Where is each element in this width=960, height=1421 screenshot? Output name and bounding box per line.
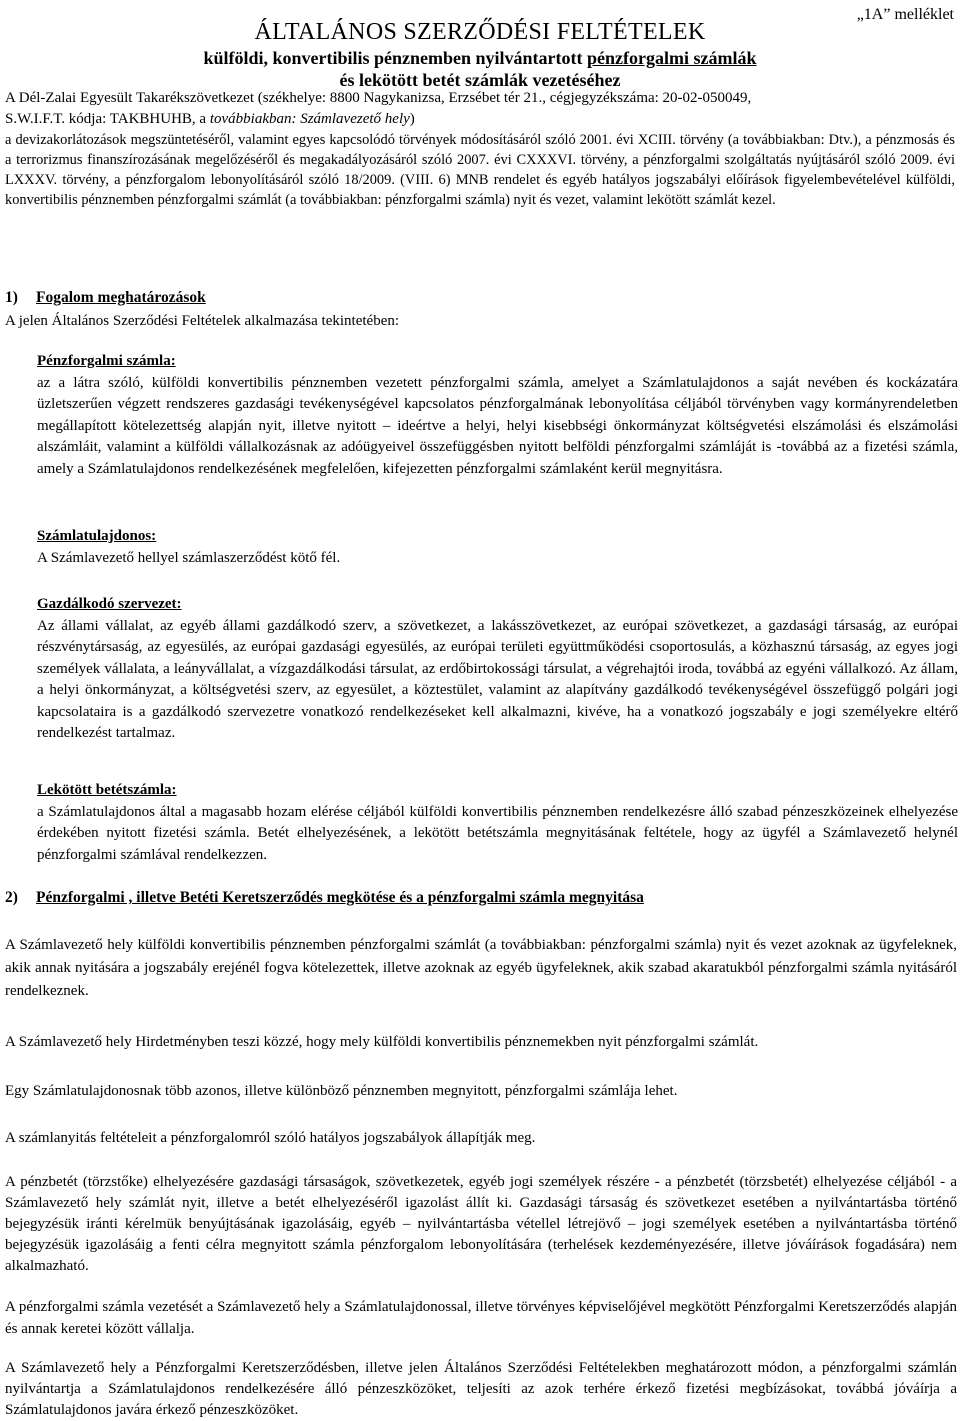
term-text: a Számlatulajdonos által a magasabb hozam elérése céljából külföldi konvertibilis pénznemben rendelkezésre álló szabad pénzeszközeinek elhelyezése érdekében nyitott fizetési számla. Betét elhelyezésének, a lekötött betétszámla megnyitásának feltétele, hogy az ügyfél a Számlavezető helynél pénzforgalmi számlával rendelkezzen.: [37, 803, 958, 863]
term-lekotott-betetszamla: [37, 780, 958, 866]
term-heading: Pénzforgalmi számla:: [37, 353, 176, 369]
section-1-heading: [5, 289, 206, 307]
intro-line-2-b: ): [409, 111, 415, 127]
intro-line-2-a: S.W.I.F.T. kódja: TAKBHUHB, a: [5, 111, 210, 127]
section-2-paragraph: Egy Számlatulajdonosnak több azonos, illetve különböző pénznemben megnyitott, pénzforgalmi számlája lehet.: [5, 1083, 678, 1099]
intro-line-2-italic: továbbiakban: Számlavezető hely: [209, 111, 410, 127]
term-text: Az állami vállalat, az egyéb állami gazdálkodó szerv, a szövetkezet, a lakásszövetkezet, az európai szövetkezet, a gazdasági társaság, az európai részvénytársaság, az egyesülés, az európai gazdasági egyesülés, az európai területi együttműködési csoportosulás, a közhasznú társaság, az egyes jogi személyek vállalata, a leányvállalat, a vízgazdálkodási társulat, az erdőbirtokossági társulat, a végrehajtói iroda, továbbá az egyéni vállalkozó. Az állam, a helyi önkormányzat, a költségvetési szerv, az egyesület, a köztestület, valamint az alapítvány gazdálkodó tevékenységével összefüggő polgári jogi kapcsolataira is a gazdálkodó szervezetre vonatkozó rendelkezéseket kell alkalmazni, kivéve, ha a vonatkozó jogszabály e jogi személyekre eltérő rendelkezést tartalmaz.: [37, 617, 958, 741]
subtitle-part-1: külföldi, konvertibilis pénznemben nyilvántartott: [203, 48, 588, 68]
section-1-lead: A jelen Általános Szerződési Feltételek alkalmazása tekintetében:: [5, 313, 400, 329]
section-2-paragraph: A számlanyitás feltételeit a pénzforgalomról szóló hatályos jogszabályok állapítják meg.: [5, 1130, 536, 1146]
term-heading: Lekötött betétszámla:: [37, 782, 177, 798]
section-2-paragraph: A pénzforgalmi számla vezetését a Számlavezető hely a Számlatulajdonossal, illetve törvényes képviselőjével megkötött Pénzforgalmi Keretszerződés alapján és annak keretei között vállalja.: [5, 1299, 957, 1337]
page-subtitle-line2: és lekötött betét számlák vezetéséhez: [339, 70, 621, 90]
section-2-heading: [5, 889, 644, 907]
term-text: az a látra szóló, külföldi konvertibilis pénznemben vezetett pénzforgalmi számla, amelyet a Számlatulajdonos a saját nevében és kockázatára üzletszerűen végzett rendszeres gazdasági tevékenységével kapcsolatos pénzforgalmának lebonyolítása céljából törvényben vagy kormányrendeletben megállapított kötelezettség alapján nyit, illetve nyitott – ideértve a helyi, helyi kisebbségi önkormányzat költségvetési elszámolási és elszámolási alszámláit, valamint a külföldi vállalkozásnak az adóügyeivel összefüggésben nyitott belföldi pénzforgalmi számláját is -továbbá az a fizetési számla, amely a Számlatulajdonos rendelkezésének megfelelően, kifejezetten pénzforgalmi számlaként kerül megnyitásra.: [37, 374, 958, 477]
intro-rest: a devizakorlátozások megszüntetéséről, valamint egyes kapcsolódó törvények módosításáról szóló 2001. évi XCIII. törvény (a továbbiakban: Dtv.), a pénzmosás és a terrorizmus finanszírozásának megelőzéséről és megakadályozásáról szóló 2007. évi CXXXVI. törvény, a pénzforgalmi szolgáltatás nyújtásáról szóló 2009. évi LXXXV. törvény, a pénzforgalom lebonyolításáról szóló 18/2009. (VIII. 6) MNB rendelet és egyéb hatályos jogszabályi előírások figyelembevételével külföldi, konvertibilis pénznemben pénzforgalmi számlát (a továbbiakban: pénzforgalmi számla) nyit és vezet, valamint lekötött számlát kezel.: [5, 132, 955, 208]
page-title: ÁLTALÁNOS SZERZŐDÉSI FELTÉTELEK: [254, 19, 706, 45]
term-heading: Számlatulajdonos:: [37, 528, 157, 544]
annex-label: „1A” melléklet: [856, 6, 954, 23]
intro-line-2: [5, 109, 955, 130]
title-block: [0, 17, 960, 91]
section-2-label: Pénzforgalmi , illetve Betéti Keretszerződés megkötése és a pénzforgalmi számla megnyitása: [36, 889, 644, 906]
section-1-number: 1): [5, 289, 18, 306]
term-heading: Gazdálkodó szervezet:: [37, 596, 182, 612]
subtitle-underlined: pénzforgalmi számlák: [587, 48, 757, 68]
intro-paragraph: [5, 88, 955, 210]
section-1-label: Fogalom meghatározások: [36, 289, 206, 306]
term-penzforgalmi-szamla: [37, 351, 958, 480]
term-text: A Számlavezető hellyel számlaszerződést kötő fél.: [37, 549, 341, 566]
section-2-paragraph: A Számlavezető hely a Pénzforgalmi Keretszerződésben, illetve jelen Általános Szerződési Feltételekben meghatározott módon, a pénzforgalmi számlán nyilvántartja a Számlatulajdonos rendelkezésére álló pénzeszközöket, teljesíti az azok terhére érkező fizetési megbízásokat, továbbá jóváírja a Számlatulajdonos javára érkező pénzeszközöket.: [5, 1360, 957, 1418]
intro-line-1: A Dél-Zalai Egyesült Takarékszövetkezet (székhelye: 8800 Nagykanizsa, Erzsébet tér 21., cégjegyzékszáma: 20-02-050049,: [5, 90, 752, 106]
page-subtitle: [0, 47, 960, 69]
section-2-paragraph: A Számlavezető hely külföldi konvertibilis pénznemben pénzforgalmi számlát (a továbbiakban: pénzforgalmi számla) nyit és vezet azoknak az ügyfeleknek, akik annak nyitására a jogszabály erejénél fogva kötelezettek, illetve azoknak az egyéb ügyfeleknek, akik szabad akaratukból pénzforgalmi számla nyitásáról rendelkeznek.: [5, 937, 957, 999]
section-2-paragraph: A pénzbetét (törzstőke) elhelyezésére gazdasági társaságok, szövetkezetek, egyéb jogi személyek részére - a pénzbetét (törzsbetét) elhelyezése céljából - a Számlavezető hely számlát nyit, illetve a betét elhelyezéséről igazolást állít ki. Gazdasági társaság és szövetkezet esetében a nyilvántartásba történő bejegyzésük iránti kérelmük benyújtásának igazolásáig, egyéb – nyilvántartásba vétellel létrejövő – jogi személyek esetében a nyilvántartásba történő bejegyzésük igazolásáig a fenti célra megnyitott számla pénzforgalom lebonyolítására (terhelések kezdeményezésére, illetve jóváírások fogadására) nem alkalmazható.: [5, 1174, 957, 1274]
term-gazdalkodo-szervezet: [37, 594, 958, 745]
section-2-paragraph: A Számlavezető hely Hirdetményben teszi közzé, hogy mely külföldi konvertibilis pénznemekben nyit pénzforgalmi számlát.: [5, 1034, 759, 1050]
term-szamlatulajdonos: [37, 526, 958, 569]
section-2-number: 2): [5, 889, 18, 906]
